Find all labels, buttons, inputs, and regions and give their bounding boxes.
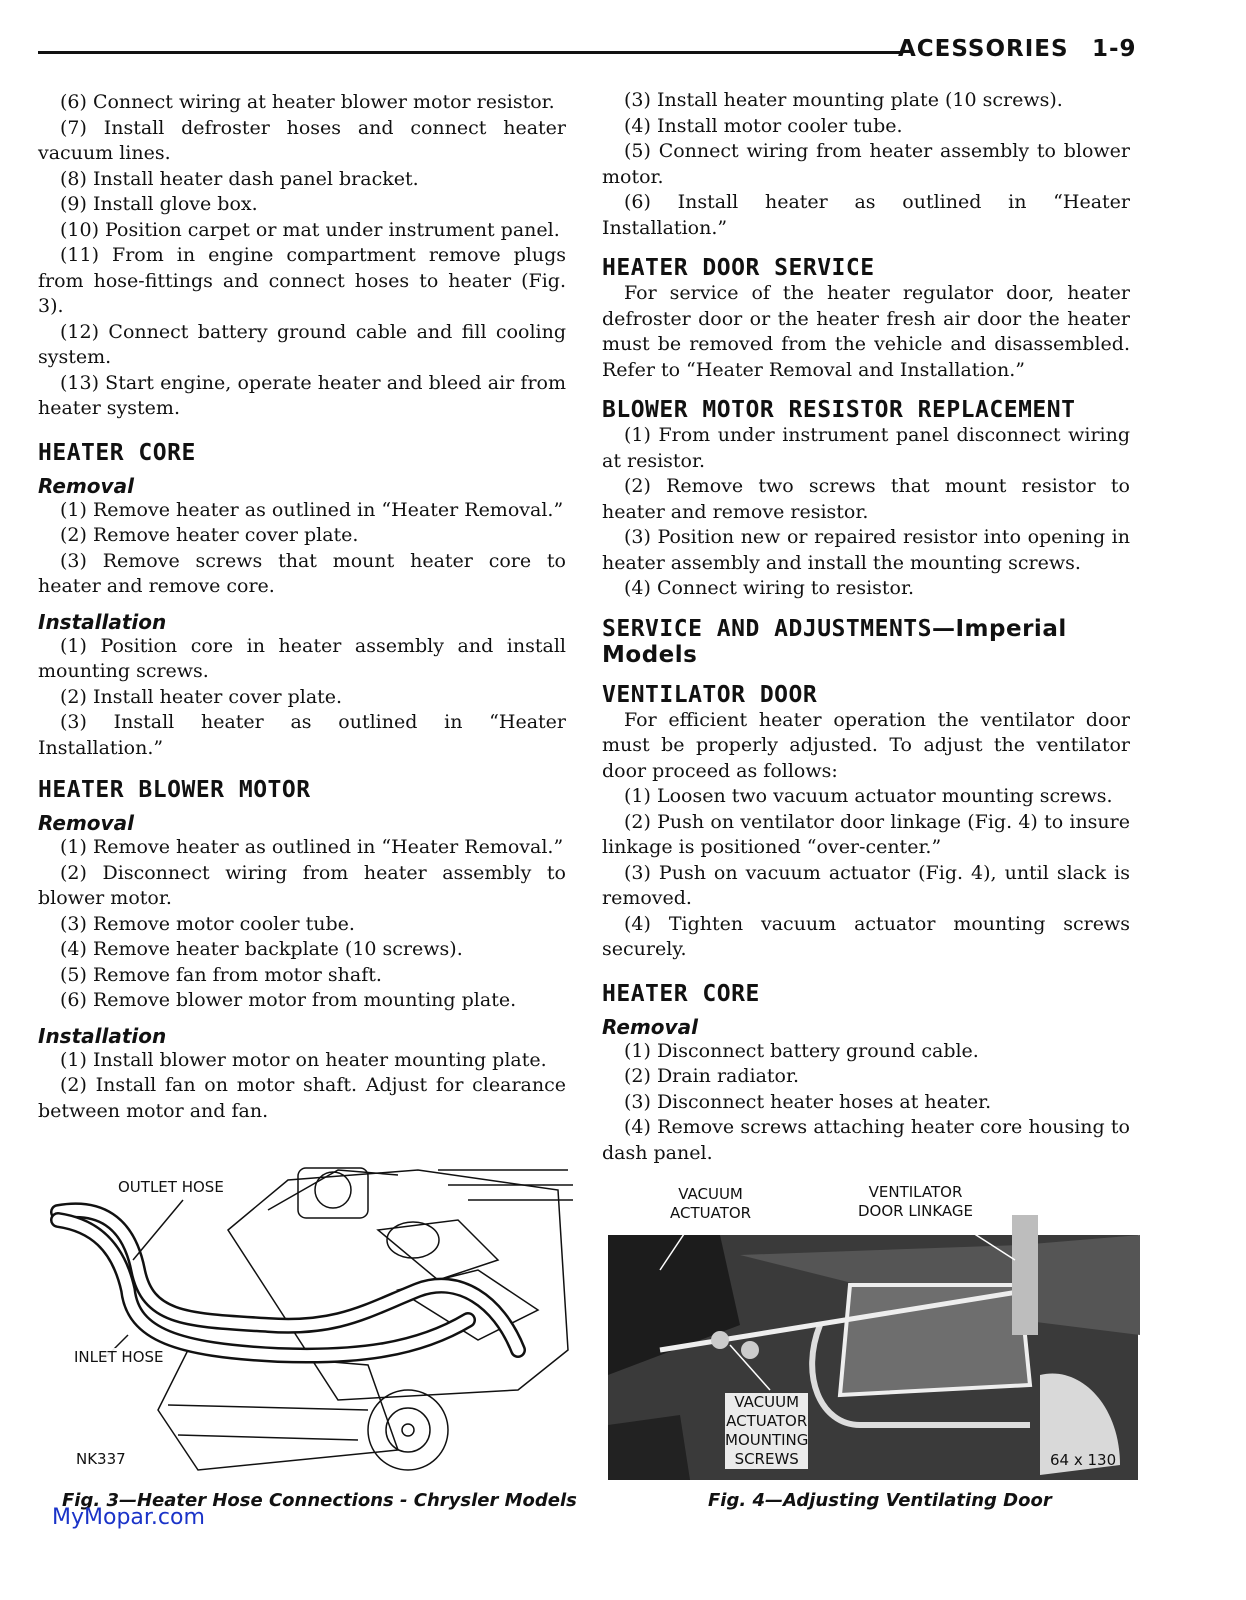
callout-inlet-hose: INLET HOSE xyxy=(74,1348,164,1366)
step: (5) Connect wiring from heater assembly to blower motor. xyxy=(602,140,1130,188)
step: (3) Install heater as outlined in “Heater Installation.” xyxy=(38,711,566,759)
step: (4) Connect wiring to resistor. xyxy=(624,577,915,599)
step: (2) Disconnect wiring from heater assembly to blower motor. xyxy=(38,861,566,909)
heading-service-main: SERVICE AND ADJUSTMENTS xyxy=(602,615,932,642)
step: (1) Install blower motor on heater mounting plate. xyxy=(60,1048,547,1071)
step: (1) Disconnect battery ground cable. xyxy=(624,1039,979,1062)
step: (13) Start engine, operate heater and bleed air from heater system. xyxy=(38,371,566,419)
step: (3) Position new or repaired resistor into opening in heater assembly and install the mounting screws. xyxy=(602,526,1130,574)
page-number: 1-9 xyxy=(1092,36,1137,62)
step: (1) Loosen two vacuum actuator mounting screws. xyxy=(624,785,1113,807)
step: (6) Connect wiring at heater blower motor resistor. xyxy=(60,91,555,113)
step: (2) Push on ventilator door linkage (Fig. 4) to insure linkage is positioned “over-center.” xyxy=(602,810,1130,858)
step: (3) Remove screws that mount heater core to heater and remove core. xyxy=(38,549,566,597)
step: (2) Remove two screws that mount resistor to heater and remove resistor. xyxy=(602,475,1130,523)
heading-heater-core: HEATER CORE xyxy=(38,439,196,466)
figure-4-caption: Fig. 4—Adjusting Ventilating Door xyxy=(708,1490,1052,1511)
step: (2) Install heater cover plate. xyxy=(60,685,343,708)
step: (3) Remove motor cooler tube. xyxy=(60,912,355,935)
steps-top-left xyxy=(38,90,566,422)
subheading-removal: Removal xyxy=(602,1014,698,1039)
heading-resistor-replacement: BLOWER MOTOR RESISTOR REPLACEMENT xyxy=(602,397,1076,423)
step: (10) Position carpet or mat under instrument panel. xyxy=(60,218,560,241)
step: (2) Install fan on motor shaft. Adjust for clearance between motor and fan. xyxy=(38,1074,566,1122)
step: (1) Remove heater as outlined in “Heater Removal.” xyxy=(60,498,564,521)
subheading-installation: Installation xyxy=(38,1023,167,1048)
figure-code: NK337 xyxy=(76,1450,126,1468)
step: (9) Install glove box. xyxy=(60,193,258,215)
step: (7) Install defroster hoses and connect heater vacuum lines. xyxy=(38,116,566,164)
right-column xyxy=(602,88,1130,1166)
heading-blower-motor: HEATER BLOWER MOTOR xyxy=(38,777,311,803)
step: (12) Connect battery ground cable and fill cooling system. xyxy=(38,320,566,368)
heading-heater-core-imperial: HEATER CORE xyxy=(602,980,760,1007)
watermark-link[interactable]: MyMopar.com xyxy=(52,1505,205,1530)
subheading-removal: Removal xyxy=(38,811,134,835)
step: (1) Position core in heater assembly and install mounting screws. xyxy=(38,634,566,682)
section-title: ACESSORIES xyxy=(898,36,1069,62)
figure-3-caption: Fig. 3—Heater Hose Connections - Chrysler Models xyxy=(62,1490,577,1511)
step: (8) Install heater dash panel bracket. xyxy=(60,167,419,190)
step: (6) Install heater as outlined in “Heater Installation.” xyxy=(602,191,1130,239)
heading-ventilator-door: VENTILATOR DOOR xyxy=(602,681,818,708)
left-column xyxy=(38,90,566,1124)
step: (6) Remove blower motor from mounting plate. xyxy=(60,989,517,1011)
step: (4) Tighten vacuum actuator mounting screws securely. xyxy=(602,912,1130,960)
header-rule xyxy=(38,51,900,54)
step: (2) Remove heater cover plate. xyxy=(60,524,359,546)
paragraph: For service of the heater regulator door, heater defroster door or the heater fresh air door the heater must be removed from the vehicle and disassembled. Refer to “Heater Removal and Installation.” xyxy=(602,282,1130,381)
subheading-installation: Installation xyxy=(38,609,167,634)
subheading-removal: Removal xyxy=(38,473,134,498)
callout-vacuum-actuator: VACUUM ACTUATOR xyxy=(670,1185,752,1222)
step: (1) Remove heater as outlined in “Heater Removal.” xyxy=(60,836,564,858)
callout-mounting-screws: VACUUM ACTUATOR MOUNTING SCREWS xyxy=(725,1393,809,1468)
figure-code: 64 x 130 xyxy=(1050,1451,1117,1469)
figure-4 xyxy=(600,1175,1140,1480)
step: (11) From in engine compartment remove plugs from hose-fittings and connect hoses to heater (Fig. 3). xyxy=(38,244,566,317)
step: (2) Drain radiator. xyxy=(624,1065,800,1087)
heading-heater-door-service: HEATER DOOR SERVICE xyxy=(602,255,875,281)
step: (5) Remove fan from motor shaft. xyxy=(60,963,382,986)
step: (4) Remove heater backplate (10 screws). xyxy=(60,938,463,960)
step: (1) From under instrument panel disconnect wiring at resistor. xyxy=(602,424,1130,472)
engine-illustration xyxy=(38,1150,578,1480)
heading-service-sub: —Imperial Models xyxy=(602,615,1067,668)
step: (3) Push on vacuum actuator (Fig. 4), until slack is removed. xyxy=(602,861,1130,909)
step: (4) Install motor cooler tube. xyxy=(624,114,903,137)
step: (3) Install heater mounting plate (10 screws). xyxy=(624,89,1063,111)
callout-outlet-hose: OUTLET HOSE xyxy=(118,1178,224,1196)
paragraph: For efficient heater operation the ventilator door must be properly adjusted. To adjust the ventilator door proceed as follows: xyxy=(602,708,1130,782)
heading-service-adjustments xyxy=(602,616,1130,668)
figure-3 xyxy=(38,1150,578,1480)
step: (3) Disconnect heater hoses at heater. xyxy=(624,1090,992,1113)
callout-door-linkage: VENTILATOR DOOR LINKAGE xyxy=(858,1183,974,1220)
step: (4) Remove screws attaching heater core housing to dash panel. xyxy=(602,1116,1130,1164)
